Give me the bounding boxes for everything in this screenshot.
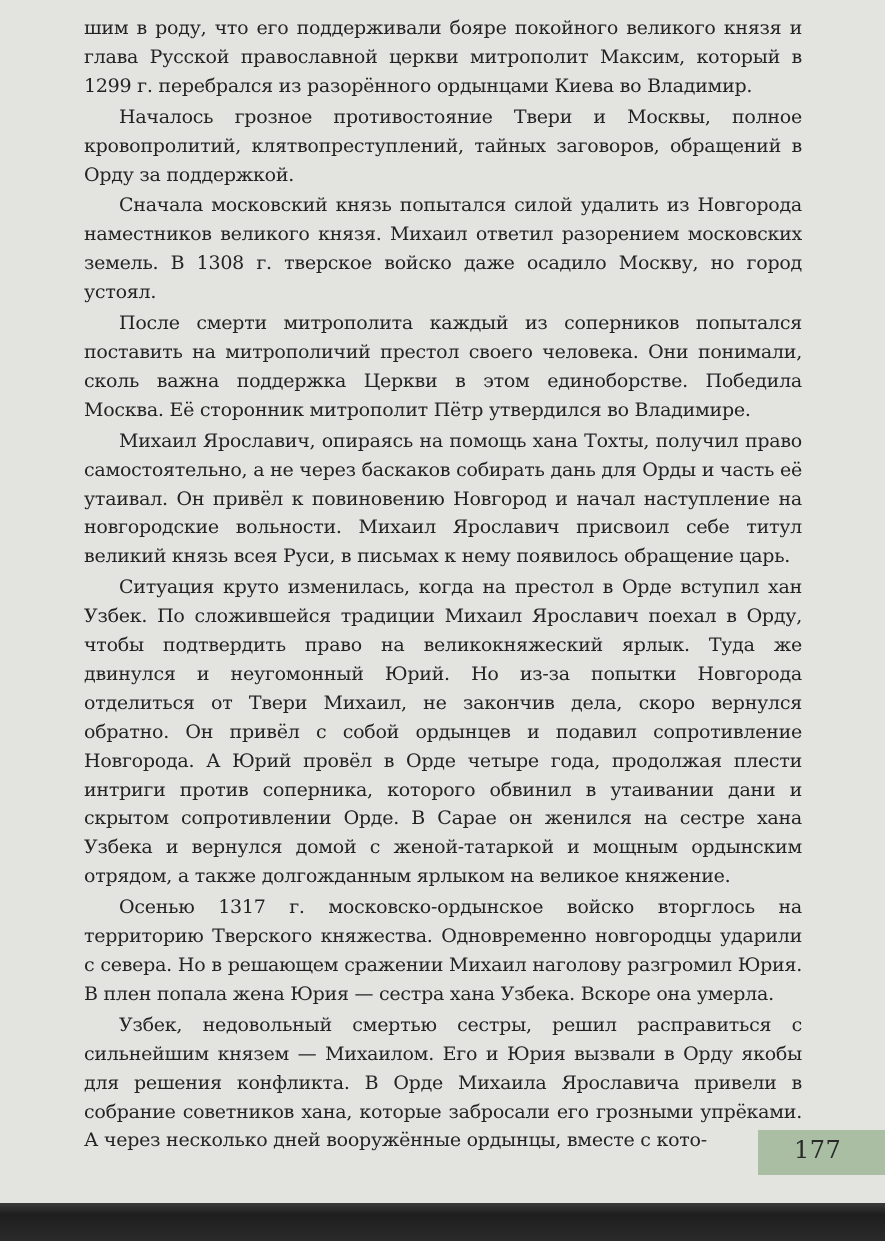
paragraph: шим в роду, что его поддерживали бояре покойного великого князя и глава Русской православной церкви митрополит Максим, который в 1299 г. перебрался из разорённого ордынцами Киева во Владимир. bbox=[84, 17, 802, 97]
paragraph: После смерти митрополита каждый из соперников попытался поставить на митрополичий престол своего человека. Они понимали, сколь важна поддержка Церкви в этом единоборстве. Победила Москва. Её сторонник митрополит Пётр утвердился во Владимире. bbox=[84, 312, 802, 421]
body-text bbox=[84, 14, 802, 1157]
paragraph: Михаил Ярославич, опираясь на помощь хана Тохты, получил право самостоятельно, а не через баскаков собирать дань для Орды и часть её утаивал. Он привёл к повиновению Новгород и начал наступление на новгородские вольности. Михаил Ярославич присвоил себе титул великий князь всея Руси, в письмах к нему появилось обращение царь. bbox=[84, 429, 802, 568]
paragraph: Ситуация круто изменилась, когда на престол в Орде вступил хан Узбек. По сложившейся традиции Михаил Ярославич поехал в Орду, чтобы подтвердить право на великокняжеский ярлык. Туда же двинулся и неугомонный Юрий. Но из-за попытки Новгорода отделиться от Твери Михаил, не закончив дела, скоро вернулся обратно. Он привёл с собой ордынцев и подавил сопротивление Новгорода. А Юрий провёл в Орде четыре года, продолжая плести интриги против соперника, которого обвинил в утаивании дани и скрытом сопротивлении Орде. В Сарае он женился на сестре хана Узбека и вернулся домой с женой-татаркой и мощным ордынским отрядом, а также долгожданным ярлыком на великое княжение. bbox=[84, 576, 802, 888]
page-bottom-edge bbox=[0, 1203, 885, 1241]
paragraph: Осенью 1317 г. московско-ордынское войско вторглось на территорию Тверского княжества. Одновременно новгородцы ударили с севера. Но в решающем сражении Михаил наголову разгромил Юрия. В плен попала жена Юрия — сестра хана Узбека. Вскоре она умерла. bbox=[84, 896, 802, 1005]
page-number-tab bbox=[758, 1130, 885, 1175]
page-number: 177 bbox=[794, 1136, 842, 1164]
paragraph: Узбек, недовольный смертью сестры, решил расправиться с сильнейшим князем — Михаилом. Его и Юрия вызвали в Орду якобы для решения конфликта. В Орде Михаила Ярославича привели в собрание советников хана, которые забросали его грозными упрёками. А через несколько дней вооружённые ордынцы, вместе с кото- bbox=[84, 1013, 802, 1152]
paragraph: Сначала московский князь попытался силой удалить из Новгорода наместников великого князя. Михаил ответил разорением московских земель. В 1308 г. тверское войско даже осадило Москву, но город устоял. bbox=[84, 194, 802, 304]
paragraph: Началось грозное противостояние Твери и Москвы, полное кровопролитий, клятвопреступлений, тайных заговоров, обращений в Орду за поддержкой. bbox=[84, 105, 802, 186]
